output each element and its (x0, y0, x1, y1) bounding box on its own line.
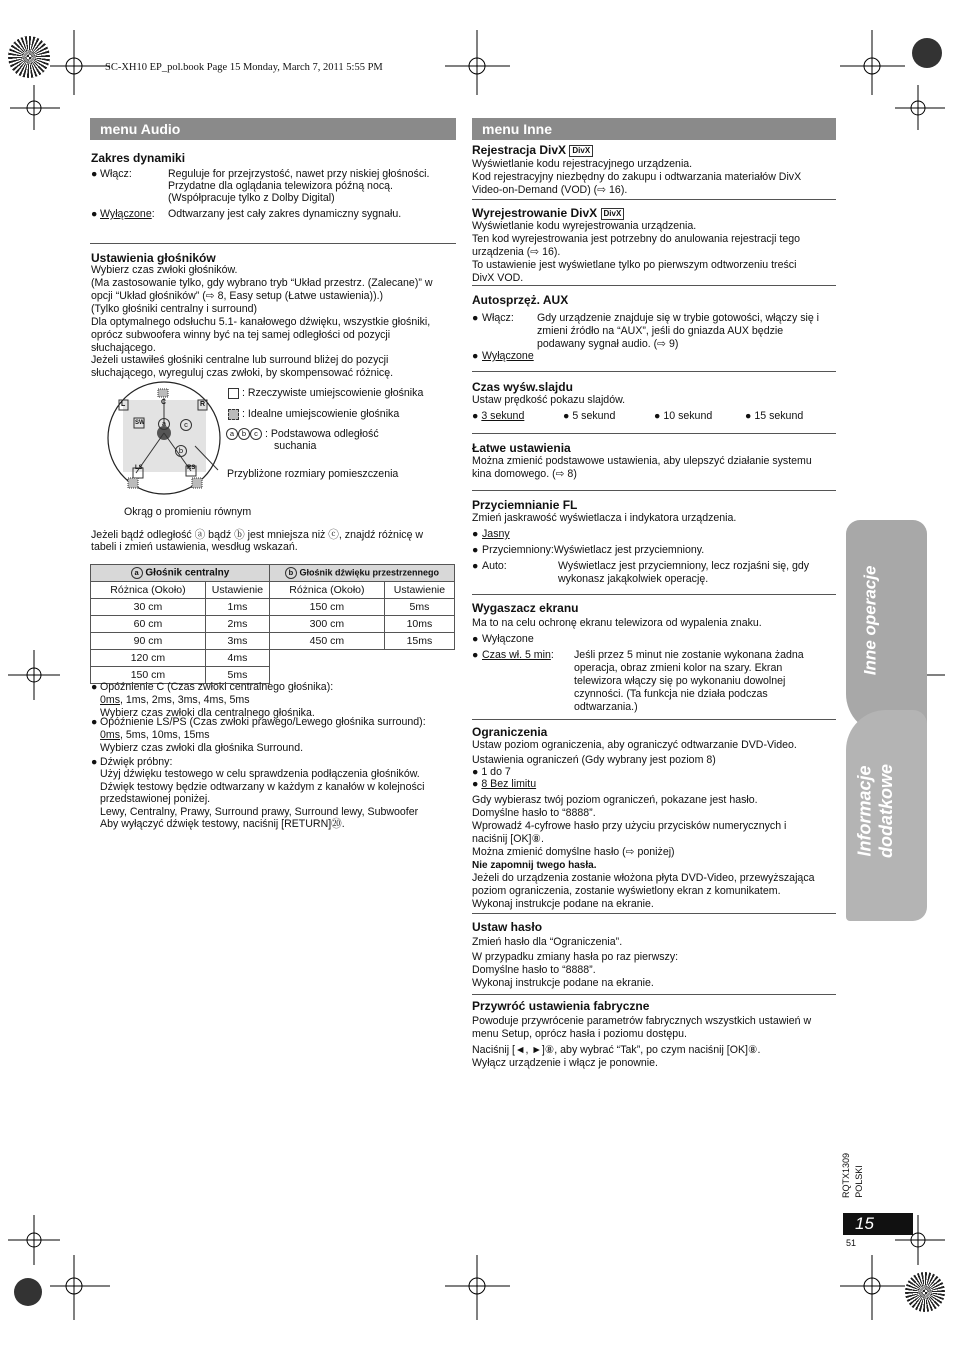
line: operacja, obraz zmieni kolor na szary. Ekran (574, 661, 783, 674)
slajd-opt-15: 15 sekund (754, 410, 804, 422)
circle-a: a (131, 567, 143, 579)
model-number: RQTX1309 (841, 1152, 852, 1198)
section-header-audio: menu Audio (90, 118, 456, 140)
sub-header: Ustawienie (205, 582, 269, 599)
ogr-note-heading: Nie zapomnij twego hasła. (472, 860, 597, 871)
line: Wykonaj instrukcje podane na ekranie. (472, 976, 654, 989)
side-tab-informacje-label1: Informacje (854, 765, 875, 857)
legend-real-icon (228, 388, 239, 399)
line: Jeżeli ustawiłeś głośniki centralne lub surround bliżej do pozycji (91, 354, 389, 367)
opoz-ls-rest: , 5ms, 10ms, 15ms (120, 728, 210, 741)
ogr-level: Ustawienia ograniczeń (Gdy wybrany jest poziom 8) (472, 754, 716, 766)
cell: 5ms (384, 599, 454, 616)
wyg-czas-row (482, 649, 554, 662)
sub-header: Różnica (Około) (269, 582, 384, 599)
spk-label-r: R (200, 401, 206, 408)
fl-auto-text (558, 560, 809, 586)
haslo-text (472, 951, 678, 990)
page-number-box (843, 1213, 913, 1235)
slajd-opt: ● 5 sekund (563, 410, 616, 422)
divider (472, 433, 836, 434)
glosniki-heading: Ustawienia głośników (91, 251, 216, 265)
delay-table (90, 564, 455, 684)
line: czynności. (Ta funkcja nie działa podczas (574, 687, 768, 700)
table-row (91, 616, 455, 633)
bullet: ● (91, 168, 98, 180)
line: Jeżeli do urządzenia zostanie włożona płyta DVD-Video, przewyższająca (472, 872, 815, 884)
circle-c: c (250, 428, 262, 440)
aux-wylacz: Wyłączone (482, 350, 534, 362)
divider (472, 199, 836, 200)
cell: 4ms (205, 650, 269, 667)
slajd-opt-default: 3 sekund (481, 410, 525, 422)
legend-real-text: Rzeczywiste umiejscowienie głośnika (247, 387, 424, 399)
fabr-line4: Wyłącz urządzenie i włącz je ponownie. (472, 1057, 658, 1069)
line: Dźwięk próbny: (100, 756, 173, 768)
wyg-desc: Ma to na celu ochronę ekranu telewizora od wypalenia znaku. (472, 617, 762, 629)
divx-tag: DivX (601, 208, 625, 220)
empty-cell (384, 650, 454, 667)
line: DivX VOD. (472, 271, 524, 284)
bullet: ● (472, 528, 479, 540)
spk-label-rs: RS (187, 465, 196, 471)
wyg-heading: Wygaszacz ekranu (472, 601, 579, 615)
bullet: ● (472, 350, 479, 362)
surround-header-text: Głośnik dźwięku przestrzennego (299, 567, 439, 578)
ogr-opt1-text: 1 do 7 (481, 766, 511, 778)
cell: 2ms (205, 616, 269, 633)
divx-tag: DivX (569, 145, 593, 157)
legend-abc-text1: Podstawowa odległość (270, 428, 379, 440)
cell: 15ms (384, 633, 454, 650)
line: Domyślne hasło to “8888”. (472, 963, 596, 976)
cell: 10ms (384, 616, 454, 633)
wyrej-heading-row (472, 206, 624, 221)
opoz-ls-options (100, 729, 426, 742)
bullet: ● (91, 208, 98, 220)
bullet: ● (472, 633, 479, 645)
rej-text (472, 158, 801, 197)
line: wykonasz jakąkolwiek operację. (558, 572, 709, 585)
line: odtwarzania.) (574, 700, 638, 713)
line: Jeśli przez 5 minut nie zostanie wykonana żadna (574, 649, 804, 661)
spk-label-l: L (121, 401, 126, 408)
fl-desc: Zmień jaskrawość wyświetlacza i indykatora urządzenia. (472, 512, 737, 524)
fabr-line3: Naciśnij [◄, ►]⑧, aby wybrać “Tak”, po czym naciśnij [OK]⑧. (472, 1044, 761, 1056)
if-line2: tabeli i zmień ustawienia, wesdług wskazań. (91, 541, 298, 553)
table-row (91, 633, 455, 650)
wyg-czas-text (574, 649, 804, 714)
line: Gdy urządzenie znajduje się w trybie gotowości, włączy się i (537, 312, 820, 324)
slajd-opt: ● 3 sekund (472, 410, 525, 422)
opoz-c-options (100, 694, 333, 707)
ogr-text (472, 794, 786, 859)
ogr-desc: Ustaw poziom ograniczenia, aby ograniczyć odtwarzanie DVD-Video. (472, 739, 797, 751)
circle-a: a (226, 428, 238, 440)
cell: 150 cm (91, 667, 206, 684)
latwe-text (472, 455, 812, 481)
line: To ustawienie jest wyświetlane tylko po pierwszym odtworzeniu treści (472, 258, 797, 271)
fl-przyc: Przyciemniony:Wyświetlacz jest przyciemniony. (482, 544, 705, 556)
line: Domyślne hasło to “8888”. (472, 806, 596, 819)
legend-abc-text2: suchania (274, 440, 317, 452)
divider (472, 719, 836, 720)
divider (472, 490, 836, 491)
rej-heading-row (472, 143, 593, 158)
small-page-number: 51 (846, 1238, 857, 1248)
fabr-heading: Przywróć ustawienia fabryczne (472, 999, 650, 1013)
aux-heading: Autosprzęż. AUX (472, 293, 569, 307)
divider (90, 243, 456, 244)
line: (Tylko głośniki centralny i surround) (91, 302, 258, 315)
slajd-opt: ● 15 sekund (745, 410, 804, 422)
line: Można zmienić podstawowe ustawienia, aby ulepszyć działanie systemu (472, 455, 812, 467)
dist-label-a: a (158, 418, 170, 430)
line: Dla optymalnego odsłuchu 5.1- kanałowego dźwięku, wszystkie głośniki, (91, 315, 431, 328)
line: urządzenia (⇨ 16). (472, 245, 561, 258)
empty-cell (384, 667, 454, 684)
zakres-wlacz-text3: (Współpracuje tylko z Dolby Digital) (168, 192, 335, 204)
opoz-c-rest: , 1ms, 2ms, 3ms, 4ms, 5ms (120, 693, 250, 706)
line: Wybierz czas zwłoki głośników. (91, 264, 238, 276)
line: słuchającego, wyreguluj czas zwłoki, by skompensować różnicę. (91, 367, 394, 380)
circle-b: b (238, 428, 250, 440)
spk-label-ls: LS (135, 465, 143, 471)
fabr-text (472, 1015, 811, 1041)
line: Wprowadź 4-cyfrowe hasło przy użyciu przycisków numerycznych i (472, 819, 787, 832)
sub-header: Ustawienie (384, 582, 454, 599)
slajd-opt-10: 10 sekund (663, 410, 713, 422)
divider (472, 285, 836, 286)
sub-header: Różnica (Około) (91, 582, 206, 599)
language-label: POLSKI (853, 1165, 864, 1198)
legend-real: : Rzeczywiste umiejscowienie głośnika (242, 387, 424, 399)
slajd-heading: Czas wyśw.slajdu (472, 380, 573, 394)
opoz-ls-block (100, 716, 426, 755)
table-row (91, 599, 455, 616)
legend-ideal-icon (228, 409, 239, 420)
zakres-wlacz-label: Włącz: (100, 168, 132, 180)
zakres-wylacz-row: Wyłączone: (100, 208, 155, 220)
aux-wlacz-text (537, 312, 819, 351)
bullet: ● (91, 716, 98, 728)
line: (Ma zastosowanie tylko, gdy wybrano tryb “Układ przestrz. (Zalecane)” w (91, 276, 433, 289)
side-tab-inne-label: Inne operacje (860, 565, 880, 676)
empty-cell (269, 650, 384, 667)
slajd-opt: ● 10 sekund (654, 410, 713, 422)
dist-label-c: c (180, 419, 192, 431)
bullet: ● (91, 756, 98, 768)
cell: 150 cm (269, 599, 384, 616)
opoz-c-line1: Opóźnienie C (Czas zwłoki centralnego głośnika): (100, 681, 334, 693)
table-row (91, 650, 455, 667)
ogr-opt2: ● 8 Bez limitu (472, 778, 537, 790)
divider (472, 594, 836, 595)
glosniki-text (91, 264, 461, 380)
ogr-heading: Ograniczenia (472, 725, 548, 739)
zakres-wlacz-text2: Przydatne dla oglądania telewizora późną nocą. (168, 180, 393, 192)
opoz-c-default: 0ms (100, 693, 121, 706)
opoz-ls-line3: Wybierz czas zwłoki dla głośnika Surround. (100, 741, 304, 754)
slajd-desc: Ustaw prędkość pokazu slajdów. (472, 394, 626, 406)
bullet: ● (91, 681, 98, 693)
line: naciśnij [OK]⑧. (472, 832, 544, 845)
wyg-czas: Czas wł. 5 min (482, 649, 551, 661)
cell: 120 cm (91, 650, 206, 667)
line: słuchającego. (91, 341, 156, 354)
divider (472, 913, 836, 914)
bullet: ● (472, 312, 479, 324)
line: Lewy, Centralny, Prawy, Surround prawy, Surround lewy, Subwoofer (100, 805, 419, 818)
if-line1: Jeżeli bądź odległość ⓐ bądź ⓑ jest mniejsza niż ⓒ, znajdź różnicę w (91, 529, 424, 541)
line: zmieni źródło na “AUX”, jeśli do gniazda AUX będzie (537, 324, 784, 337)
cell: 1ms (205, 599, 269, 616)
legend-ideal-text: Idealne umiejscowienie głośnika (247, 408, 400, 420)
bullet: ● (472, 649, 479, 661)
zakres-wlacz-text1: Reguluje for przejrzystość, nawet przy niskiej głośności. (168, 168, 430, 180)
fl-auto: Auto: (482, 560, 507, 572)
line: Wykonaj instrukcje podane na ekranie. (472, 897, 654, 910)
line: Ten kod wyrejestrowania jest potrzebny do anulowania rejestracji tego (472, 232, 800, 245)
line: podawany sygnał audio. (⇨ 9) (537, 337, 679, 350)
spk-label-sw: SW (135, 420, 145, 426)
cell: 5ms (205, 667, 269, 684)
file-header: SC-XH10 EP_pol.book Page 15 Monday, March 7, 2011 5:55 PM (105, 62, 383, 73)
divider (472, 371, 836, 372)
line: Wyświetlanie kodu rejestracyjnego urządzenia. (472, 158, 693, 170)
line: opcji “Układ głośników” (⇨ 8, Easy setup (Łatwe ustawienia)).) (91, 289, 384, 302)
haslo-heading: Ustaw hasło (472, 920, 543, 934)
dist-label-b: b (175, 445, 187, 457)
line: Gdy wybierasz twój poziom ograniczeń, pokazane jest hasło. (472, 794, 758, 806)
rej-heading: Rejestracja DivX (472, 143, 567, 157)
circle-b: b (285, 567, 297, 579)
divider (472, 994, 836, 995)
page-number: 15 (855, 1214, 874, 1233)
line: Wyświetlacz jest przyciemniony, lecz rozjaśni się, gdy (558, 560, 810, 572)
dzwiek-block (100, 756, 424, 830)
section-header-inne: menu Inne (472, 118, 836, 140)
fl-heading: Przyciemnianie FL (472, 498, 578, 512)
line: kina domowego. (⇨ 8) (472, 467, 577, 480)
line: telewizora włączy się po wykonaniu dowolnej (574, 674, 786, 687)
legend-circle: Okrąg o promieniu równym (124, 506, 252, 518)
cell: 300 cm (269, 616, 384, 633)
bullet: ● (472, 544, 479, 556)
line: poziom ograniczenia, zostanie wyświetlony ekran z komunikatem. (472, 884, 781, 897)
line: W przypadku zmiany hasła po raz pierwszy: (472, 951, 679, 963)
opoz-c-line3: Wybierz czas zwłoki dla centralnego głośnika. (100, 706, 315, 719)
line: Video-on-Demand (VOD) (⇨ 16). (472, 183, 628, 196)
wyg-czas-colon: : (550, 649, 554, 661)
wyg-wylacz: Wyłączone (482, 633, 534, 645)
cell: 60 cm (91, 616, 206, 633)
line: Można zmienić domyślne hasło (⇨ poniżej) (472, 845, 675, 858)
legend-room: Przybliżone rozmiary pomieszczenia (227, 468, 399, 480)
line: oprócz subwoofera winny być na tej samej odległości od pozycji (91, 328, 391, 341)
side-tab-informacje[interactable] (846, 710, 927, 921)
center-header-text: Głośnik centralny (145, 567, 230, 579)
zakres-wylacz-text: Odtwarzany jest cały zakres dynamiczny sygnału. (168, 208, 402, 220)
side-tab-informacje-label2: dodatkowe (876, 763, 897, 858)
ogr-opt1: ● 1 do 7 (472, 766, 511, 778)
line: przedstawionej poniżej. (100, 793, 211, 806)
wyrej-heading: Wyrejestrowanie DivX (472, 206, 598, 220)
fl-jasny: Jasny (482, 528, 510, 540)
cell: 90 cm (91, 633, 206, 650)
wyrej-text (472, 220, 800, 285)
cell: 30 cm (91, 599, 206, 616)
line: Aby wyłączyć dźwięk testowy, naciśnij [RETURN]⑳. (100, 817, 345, 830)
cell: 3ms (205, 633, 269, 650)
zakres-heading: Zakres dynamiki (91, 151, 186, 165)
line: Użyj dźwięku testowego w celu sprawdzenia podłączenia głośników. (100, 768, 420, 781)
opoz-ls-default: 0ms (100, 728, 121, 741)
line: Powoduje przywrócenie parametrów fabrycznych wszystkich ustawień w (472, 1015, 812, 1027)
line: menu Setup, oprócz hasła i poziomu dostępu. (472, 1027, 687, 1040)
bullet: ● (472, 560, 479, 572)
ogr-opt2-text: 8 Bez limitu (481, 778, 537, 790)
legend-ideal: : Idealne umiejscowienie głośnika (242, 408, 400, 420)
ogr-note-text (472, 872, 815, 911)
opoz-ls-line1: Opóźnienie LS/PS (Czas zwłoki prawego/Lewego głośnika surround): (100, 716, 426, 728)
line: Dźwięk testowy będzie odtwarzany w każdym z kanałów w kolejności (100, 780, 425, 793)
aux-wlacz-label: Włącz: (482, 312, 514, 324)
legend-abc: a b c : Podstawowa odległość (226, 428, 379, 441)
slajd-opt-5: 5 sekund (572, 410, 616, 422)
table-header-surround (269, 565, 454, 582)
line: Wyświetlanie kodu wyrejestrowania urządzenia. (472, 220, 697, 232)
cell: 450 cm (269, 633, 384, 650)
opoz-c-block (100, 681, 333, 720)
haslo-line1: Zmień hasło dla “Ograniczenia”. (472, 936, 623, 948)
latwe-heading: Łatwe ustawienia (472, 441, 571, 455)
side-tab-inne-operacje[interactable] (846, 520, 927, 734)
spk-label-c: C (161, 399, 167, 406)
zakres-wylacz-label: Wyłączone (100, 208, 152, 220)
table-header-center (91, 565, 270, 582)
line: Kod rejestracyjny niezbędny do zakupu i odtwarzania materiałów DivX (472, 170, 802, 183)
